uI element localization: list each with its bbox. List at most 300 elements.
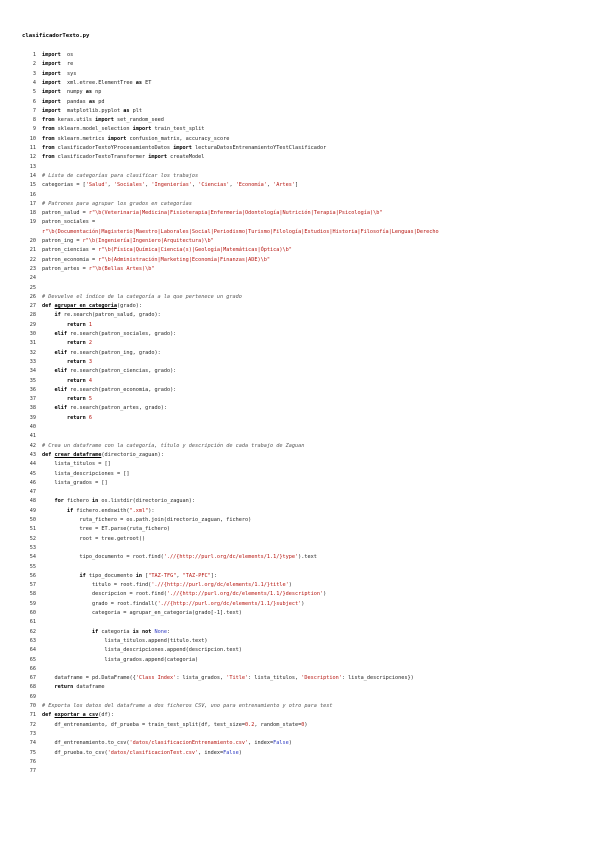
code-token: # Crea un dataframe con la categoría, título y descripción de cada trabajo de Zaguan [42, 442, 305, 449]
code-line [18, 721, 598, 730]
code-line [18, 488, 598, 497]
line-number: 43 [29, 451, 36, 458]
code-token: False [273, 740, 289, 747]
line-number: 37 [29, 396, 36, 403]
code-token: 0.2 [245, 721, 255, 728]
code-token: # Exporta los datos del dataframe a dos ficheros CSV, uno para entrenamiento y otro para test [42, 703, 333, 709]
code-token: in [91, 498, 99, 505]
code-text [42, 71, 76, 77]
code-token: None [154, 628, 167, 635]
code-text [42, 210, 382, 216]
code-token: df_entrenamiento, df_prueba = train_test_split(df, test_size= [42, 721, 246, 728]
code-token: from [42, 145, 55, 151]
code-line [18, 479, 598, 488]
code-text [42, 201, 192, 207]
code-text [42, 601, 304, 607]
code-token: if [54, 312, 61, 319]
code-token: return [67, 358, 86, 365]
code-token: r"\b(Administración|Marketing|Economía|Finanzas|ADE)\b" [98, 256, 270, 263]
code-token: import [95, 117, 114, 124]
code-line [18, 739, 598, 748]
code-token: patron_salud = [42, 210, 89, 217]
code-token: confusion_matrix, accuracy_score [126, 135, 230, 142]
code-token: re.search(patron_ciencias, grado): [67, 368, 177, 375]
line-number: 26 [29, 293, 36, 300]
code-token: return [67, 377, 86, 384]
line-number: 29 [29, 321, 36, 328]
line-number: 11 [29, 145, 36, 151]
code-token: re.search(patron_sociales, grado): [67, 331, 177, 337]
line-number: 50 [29, 517, 36, 523]
code-token: ET [141, 79, 152, 86]
code-token [42, 405, 55, 411]
code-text [42, 340, 92, 346]
code-text [42, 126, 204, 132]
code-token: import [173, 145, 192, 151]
code-token: from [42, 154, 55, 161]
code-token: re.search(patron_ing, grado): [67, 349, 161, 356]
code-token: , [145, 182, 152, 189]
code-line [18, 395, 598, 404]
code-line [18, 358, 598, 367]
code-line [18, 600, 598, 609]
line-number: 36 [29, 386, 36, 393]
code-text [42, 378, 92, 384]
code-line [18, 107, 598, 116]
code-token: 'Artes' [273, 182, 296, 189]
code-text [42, 238, 214, 244]
code-token: dataframe [73, 684, 105, 691]
code-line [18, 218, 598, 227]
code-text [42, 294, 242, 300]
line-number: 24 [29, 275, 36, 282]
line-number: 51 [29, 526, 36, 533]
code-token: ) [238, 749, 242, 756]
code-token: patron_sociales = [42, 219, 96, 226]
code-token: import [148, 154, 167, 161]
code-token: lecturaDatosEntrenamientoYTestClasificador [191, 145, 327, 151]
line-number: 6 [32, 98, 36, 105]
code-token: if [91, 628, 99, 635]
code-text [42, 740, 292, 746]
code-text [42, 99, 104, 105]
code-token: ) [323, 591, 327, 598]
code-token: descripcion = root.find( [42, 591, 167, 598]
line-number: 72 [29, 721, 36, 728]
code-line [18, 749, 598, 758]
code-token: from [42, 117, 55, 124]
code-token: lista_descripciones.append(descripcion.text) [42, 647, 242, 654]
code-token: xml.etree.ElementTree [60, 79, 136, 86]
code-token: patron_ciencias = [42, 247, 99, 254]
line-number: 63 [29, 637, 36, 644]
code-token: [ [141, 572, 149, 579]
line-number: 56 [29, 572, 36, 579]
code-token: fichero [63, 498, 92, 505]
code-text [42, 396, 92, 402]
code-token: patron_economia = [42, 256, 99, 263]
line-number: 39 [29, 414, 36, 421]
code-text [42, 303, 142, 309]
code-text [42, 368, 176, 374]
code-token: return [67, 321, 86, 328]
code-token [42, 340, 67, 346]
code-token: import [42, 70, 61, 77]
code-text [42, 182, 298, 188]
code-text [42, 247, 292, 253]
code-token [42, 498, 55, 504]
code-token: re [60, 61, 74, 68]
code-text [42, 610, 242, 616]
code-line [18, 256, 598, 265]
code-token [42, 368, 55, 374]
code-token: categoria [98, 628, 133, 635]
code-line [18, 386, 598, 395]
code-token: './/{http://purl.org/dc/elements/1.1/}title' [151, 582, 289, 589]
code-token: tipo_documento = root.find( [42, 554, 164, 561]
code-token: # Patrones para agrupar los grados en categorías [42, 200, 192, 207]
code-text [42, 722, 308, 728]
line-number: 19 [29, 219, 36, 226]
code-text [42, 554, 317, 560]
code-line [18, 330, 598, 339]
line-number: 16 [29, 191, 36, 198]
code-token: import [42, 52, 61, 58]
line-number: 7 [32, 107, 36, 114]
code-token: lista_descripciones = [] [42, 470, 130, 477]
code-token: patron_artes = [42, 265, 89, 272]
code-line [18, 730, 598, 739]
code-text [42, 61, 73, 67]
code-text [42, 629, 170, 635]
code-token: r"\b(Física|Química|Ciencia(s)|Geología|Matemáticas|Óptica)\b" [98, 247, 292, 254]
code-token [42, 387, 55, 393]
code-token: "TAZ-TFG" [148, 572, 177, 579]
line-number: 77 [29, 768, 36, 775]
code-line [18, 237, 598, 246]
code-text [42, 508, 154, 514]
code-token: # Lista de categorías para clasificar los trabajos [42, 172, 199, 179]
code-token: patron_ing = [42, 238, 83, 244]
code-token: import [132, 126, 152, 133]
code-line [18, 144, 598, 153]
code-line [18, 200, 598, 209]
code-line [18, 628, 598, 637]
code-token [42, 573, 79, 579]
code-token: return [67, 340, 86, 347]
line-number: 28 [29, 312, 36, 319]
code-text [42, 322, 92, 328]
code-token: import [42, 98, 61, 105]
line-number: 67 [29, 675, 36, 682]
code-line [18, 293, 598, 302]
code-token: './/{http://purl.org/dc/elements/1.1/}subject' [157, 600, 302, 607]
code-token: elif [54, 386, 67, 393]
code-text [42, 266, 154, 272]
code-token: ".xml" [129, 507, 149, 514]
code-token: from [42, 135, 55, 142]
code-text [42, 80, 151, 86]
code-text [42, 443, 304, 449]
code-token: import [42, 107, 61, 114]
code-token: os.listdir(directorio_zaguan): [98, 498, 196, 505]
code-token: r"\b(Ingeniería|Ingeniero|Arquitectura)\b" [82, 238, 214, 244]
line-number: 20 [29, 238, 36, 244]
code-line [18, 125, 598, 134]
code-token: , [191, 182, 199, 189]
code-token: , [176, 572, 183, 579]
code-token: r"\b(Bellas Artes)\b" [88, 265, 155, 272]
code-line [18, 70, 598, 79]
code-token: set_random_seed [113, 117, 164, 124]
line-number: 74 [29, 740, 36, 747]
code-token: df_entrenamiento.to_csv( [42, 740, 130, 747]
code-text [42, 173, 198, 179]
code-line [18, 321, 598, 330]
code-token: (directorio_zaguan): [101, 451, 164, 458]
code-token: agrupar_en_categoria [54, 303, 117, 310]
code-line [18, 758, 598, 767]
code-line [18, 423, 598, 432]
code-token: , random_state= [254, 721, 302, 728]
line-number: 13 [29, 163, 36, 170]
code-token: keras.utils [54, 117, 96, 124]
line-number: 30 [29, 331, 36, 337]
code-line [18, 609, 598, 618]
line-number: 10 [29, 135, 36, 142]
code-text [42, 257, 270, 263]
code-token: def [42, 303, 52, 310]
code-text [42, 573, 217, 579]
code-token: def [42, 712, 52, 719]
code-token: return [67, 414, 86, 421]
line-number: 8 [32, 117, 36, 124]
code-token: return [67, 396, 86, 403]
code-token: 'Description' [301, 675, 342, 682]
line-number: 31 [29, 340, 36, 347]
code-token: numpy [60, 89, 86, 96]
code-text [42, 675, 414, 681]
line-number: 33 [29, 358, 36, 365]
code-token: "TAZ-PFC" [182, 572, 211, 579]
line-number: 42 [29, 442, 36, 449]
code-line [18, 637, 598, 646]
code-token: import [42, 79, 61, 86]
line-number: 21 [29, 247, 36, 254]
code-line [18, 665, 598, 674]
code-token: import [42, 61, 61, 68]
code-line [18, 404, 598, 413]
code-text [42, 387, 176, 393]
line-number: 9 [32, 126, 36, 133]
line-number: 48 [29, 498, 36, 505]
code-token [42, 331, 55, 337]
code-text [42, 312, 161, 318]
code-token: 1 [88, 321, 92, 328]
code-line [18, 442, 598, 451]
line-number: 69 [29, 693, 36, 700]
line-number: 57 [29, 582, 36, 589]
code-token: , index= [198, 749, 224, 756]
code-line [18, 674, 598, 683]
code-token: train_test_split [151, 126, 205, 133]
code-text [42, 229, 439, 235]
code-token: , [266, 182, 274, 189]
code-token: re.search(patron_salud, grado): [60, 312, 161, 319]
code-token [42, 684, 55, 690]
code-text [42, 517, 251, 523]
code-text [42, 350, 161, 356]
line-number: 71 [29, 712, 36, 719]
code-text [42, 117, 164, 123]
line-number: 41 [29, 433, 36, 440]
line-number: 66 [29, 665, 36, 672]
code-text [42, 452, 164, 458]
code-token: tipo_documento [85, 572, 136, 579]
line-number: 73 [29, 730, 36, 737]
code-token [42, 508, 67, 514]
line-number: 25 [29, 284, 36, 291]
code-token: sys [60, 70, 77, 77]
line-number: 40 [29, 424, 36, 430]
line-number: 45 [29, 470, 36, 477]
code-line [18, 470, 598, 479]
code-token: 0 [301, 721, 305, 728]
code-token: elif [54, 331, 67, 337]
code-token: 'datos/clasificacionEntrenamiento.csv' [129, 740, 249, 747]
code-text [42, 750, 242, 756]
line-number: 61 [29, 619, 36, 626]
code-token: lista_titulos = [] [42, 461, 111, 468]
code-token: tree = ET.parse(ruta_fichero) [42, 526, 171, 533]
code-line [18, 525, 598, 534]
code-line [18, 590, 598, 599]
code-token [42, 396, 67, 402]
code-token: ) [288, 740, 292, 747]
code-token: ) [301, 600, 305, 607]
code-token: './/{http://purl.org/dc/elements/1.1/}description' [166, 591, 324, 598]
code-token: False [223, 749, 239, 756]
code-text [42, 136, 229, 142]
code-text [42, 480, 108, 486]
line-number: 75 [29, 749, 36, 756]
code-text [42, 647, 242, 653]
line-number: 64 [29, 647, 36, 654]
code-line [18, 572, 598, 581]
code-text [42, 471, 129, 477]
line-number: 52 [29, 535, 36, 542]
code-token: 3 [88, 358, 92, 365]
line-number: 17 [29, 200, 36, 207]
code-line [18, 516, 598, 525]
code-line [18, 98, 598, 107]
code-token: 'Title' [226, 675, 249, 682]
code-line [18, 544, 598, 553]
code-line [18, 618, 598, 627]
code-line [18, 339, 598, 348]
code-token: lista_grados.append(categoria) [42, 656, 199, 663]
code-token: from [42, 126, 55, 133]
code-token: in [135, 572, 142, 579]
line-number: 44 [29, 461, 36, 468]
code-line [18, 209, 598, 218]
code-line [18, 451, 598, 460]
line-number: 65 [29, 656, 36, 663]
code-token: 'Ingenierías' [151, 182, 192, 189]
code-line [18, 228, 598, 237]
code-token: sklearn.model_selection [54, 126, 133, 133]
code-token: as [88, 98, 96, 105]
code-token [42, 629, 92, 635]
code-token: if [79, 572, 86, 579]
code-token: ) [288, 582, 292, 589]
code-text [42, 108, 142, 114]
line-number: 27 [29, 303, 36, 310]
line-number: 49 [29, 507, 36, 514]
code-token: if [67, 507, 74, 514]
code-text [42, 582, 292, 588]
code-line [18, 767, 598, 776]
code-line [18, 711, 598, 720]
line-number: 14 [29, 172, 36, 179]
code-token: pandas [60, 98, 89, 105]
code-token: pd [95, 98, 105, 105]
code-token [42, 359, 67, 365]
line-number: 32 [29, 349, 36, 356]
code-text [42, 89, 101, 95]
code-token: elif [54, 405, 67, 412]
code-line [18, 349, 598, 358]
code-token: elif [54, 368, 67, 375]
code-line [18, 51, 598, 60]
code-line [18, 581, 598, 590]
code-token: re.search(patron_artes, grado): [67, 405, 167, 412]
code-token: def [42, 451, 52, 458]
line-number: 4 [32, 79, 36, 86]
code-line [18, 702, 598, 711]
code-line [18, 507, 598, 516]
code-token: is not [132, 628, 152, 635]
code-token: exportar_a_csv [54, 712, 99, 719]
code-token: lista_grados = [] [42, 479, 108, 486]
line-number: 53 [29, 544, 36, 551]
code-line [18, 181, 598, 190]
code-token: # Devuelve el índice de la categoría a la que pertenece un grado [42, 293, 242, 300]
code-line [18, 172, 598, 181]
code-line [18, 497, 598, 506]
code-line [18, 88, 598, 97]
code-text [42, 657, 198, 663]
code-line [18, 135, 598, 144]
line-number: 55 [29, 563, 36, 570]
code-text [42, 145, 326, 151]
code-token: (grado): [116, 303, 142, 310]
code-line [18, 563, 598, 572]
code-line [18, 311, 598, 320]
code-token: ruta_fichero = os.path.join(directorio_zaguan, fichero) [42, 517, 252, 523]
code-token: import [42, 89, 61, 96]
code-line [18, 116, 598, 125]
code-token: fichero.endswith( [73, 507, 130, 514]
code-line [18, 153, 598, 162]
code-token: r"\b(Documentación|Magisterio|Maestro|Laborales|Social|Periodismo|Turismo|Filología|Estudios|Historia|Filosofía|Lenguas|Derecho [42, 228, 439, 235]
code-line [18, 191, 598, 200]
line-number: 59 [29, 600, 36, 607]
code-text [42, 405, 167, 411]
code-token: ]: [210, 572, 217, 579]
line-number: 46 [29, 479, 36, 486]
line-number: 22 [29, 256, 36, 263]
